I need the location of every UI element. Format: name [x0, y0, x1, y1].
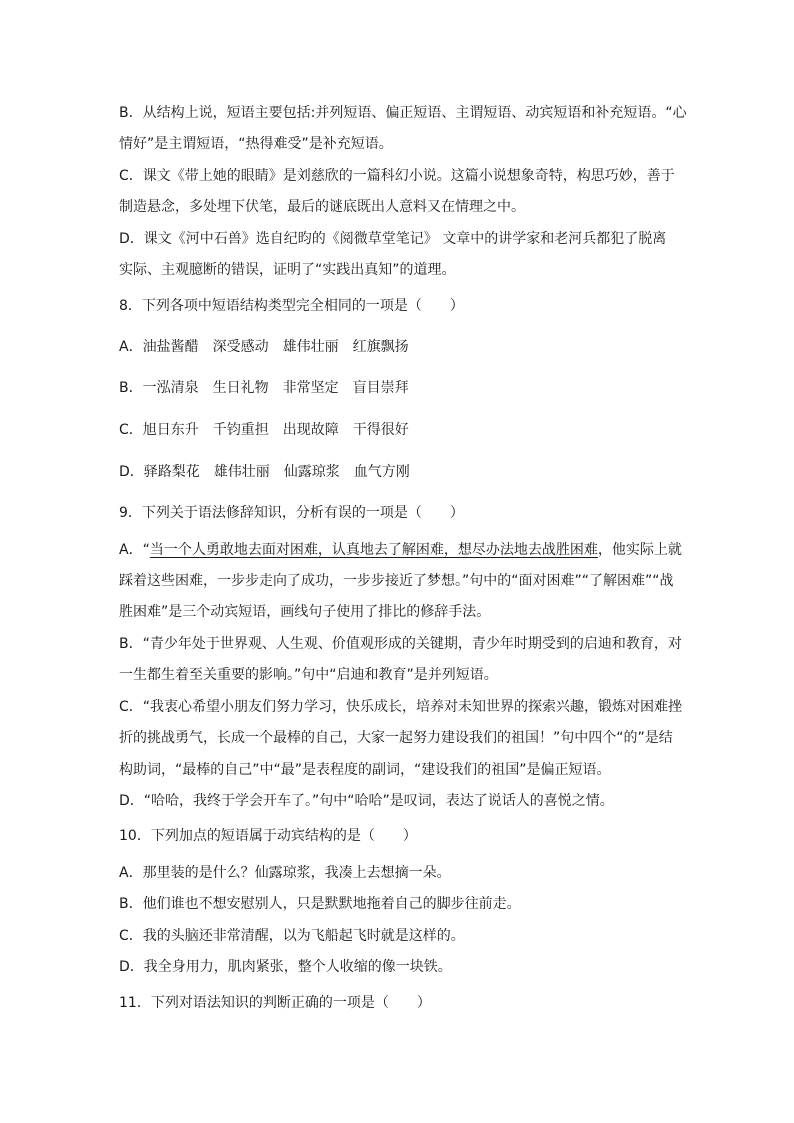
text-line-option-d-q7: D．课文《河中石兽》选自纪昀的《阅微草堂笔记》 文章中的讲学家和老河兵都犯了脱离: [119, 231, 667, 247]
q10-option-b: B．他们谁也不想安慰别人，只是默默地拖着自己的脚步往前走。: [119, 896, 521, 912]
q8-option-c: C．旭日东升 千钧重担 出现故障 干得很好: [119, 422, 409, 438]
text-line: 实际、主观臆断的错误，证明了“实践出真知”的道理。: [119, 262, 456, 278]
question-11: 11．下列对语法知识的判断正确的一项是（ ）: [119, 995, 431, 1011]
q10-option-c: C．我的头脑还非常清醒，以为飞船起飞时就是这样的。: [119, 928, 465, 944]
q9-option-b: B．“青少年处于世界观、人生观、价值观形成的关键期，青少年时期受到的启迪和教育，对: [119, 636, 682, 652]
q10-option-d: D．我全身用力，肌肉紧张，整个人收缩的像一块铁。: [119, 959, 452, 975]
question-8: 8．下列各项中短语结构类型完全相同的一项是（ ）: [119, 298, 464, 314]
q8-option-a: A．油盐酱醋 深受感动 雄伟壮丽 红旗飘扬: [119, 339, 409, 355]
q9-option-a-prefix: A．“: [119, 542, 150, 558]
text-line: 一生都生着至关重要的影响。”句中“启迪和教育”是并列短语。: [119, 667, 498, 683]
question-9: 9．下列关于语法修辞知识，分析有误的一项是（ ）: [119, 505, 464, 521]
question-10: 10．下列加点的短语属于动宾结构的是（ ）: [119, 828, 417, 844]
q9-option-a: [119, 540, 682, 560]
q9-option-d: D．“哈哈，我终于学会开车了。”句中“哈哈”是叹词，表达了说话人的喜悦之情。: [119, 793, 614, 809]
text-line-option-b-q7: B．从结构上说，短语主要包括:并列短语、偏正短语、主谓短语、动宾短语和补充短语。“心: [119, 105, 687, 121]
text-line: 踩着这些困难，一步步走向了成功，一步步接近了梦想。”句中的“面对困难”“了解困难”“战: [119, 573, 674, 589]
q10-option-a: A．那里装的是什么？仙露琼浆，我凑上去想摘一朵。: [119, 865, 451, 881]
q8-option-d: D．驿路梨花 雄伟壮丽 仙露琼浆 血气方刚: [119, 464, 410, 480]
underlined-sentence: 当一个人勇敢地去面对困难，认真地去了解困难，想尽办法地去战胜困难: [149, 542, 598, 558]
text-line: 胜困难”是三个动宾短语，画线句子使用了排比的修辞手法。: [119, 604, 491, 620]
q9-option-c: C．“我衷心希望小朋友们努力学习，快乐成长，培养对未知世界的探索兴趣，锻炼对困难挫: [119, 699, 683, 715]
text-line: 制造悬念，多处埋下伏笔，最后的谜底既出人意料又在情理之中。: [119, 199, 525, 215]
text-line-option-c-q7: C．课文《带上她的眼睛》是刘慈欣的一篇科幻小说。这篇小说想象奇特，构思巧妙，善于: [119, 168, 675, 184]
q8-option-b: B．一泓清泉 生日礼物 非常坚定 盲目崇拜: [119, 380, 409, 396]
q9-option-a-suffix: ，他实际上就: [597, 542, 682, 558]
text-line: 折的挑战勇气，长成一个最棒的自己，大家一起努力建设我们的祖国！”句中四个“的”是结: [119, 730, 673, 746]
text-line: 构助词，“最棒的自己”中“最”是表程度的副词，“建设我们的祖国”是偏正短语。: [119, 762, 611, 778]
text-line: 情好”是主谓短语，“热得难受”是补充短语。: [119, 136, 393, 152]
